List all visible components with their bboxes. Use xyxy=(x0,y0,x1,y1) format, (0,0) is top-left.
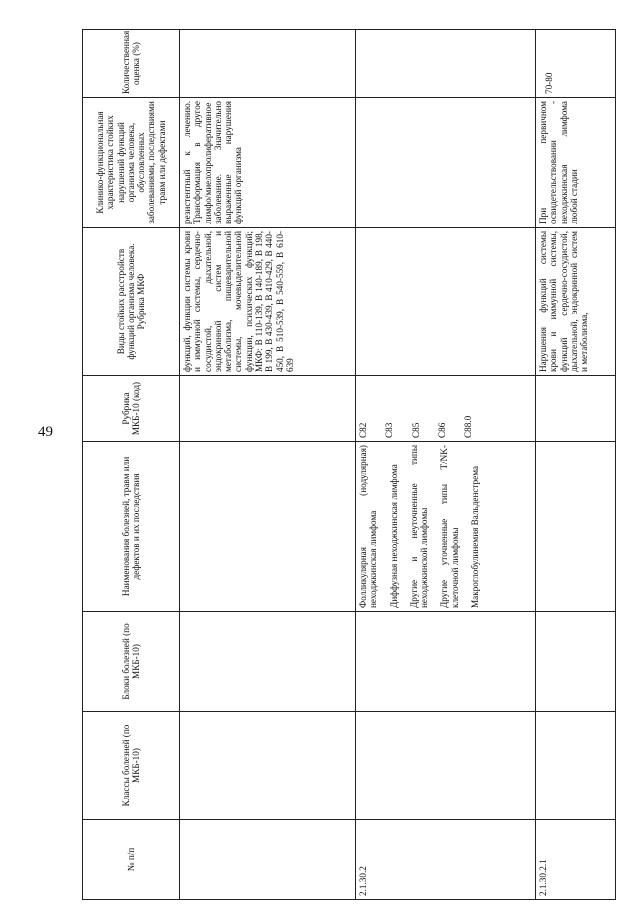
rotated-table-container xyxy=(82,30,615,900)
cell-types xyxy=(356,228,536,376)
cell-num: 2.1.30.2 xyxy=(356,820,536,900)
cell-code xyxy=(356,376,536,442)
cell-blocks xyxy=(536,612,616,712)
cell-num xyxy=(180,820,356,900)
header-blocks: Блоки болезней (по МКБ-10) xyxy=(83,612,180,712)
cell-name xyxy=(536,442,616,612)
table-row-continued xyxy=(180,30,356,900)
icd-code: С88.0 xyxy=(463,415,474,438)
disease-name: Другие и неуточненные типы неходжкинской лимфомы xyxy=(408,445,430,608)
header-row xyxy=(83,30,180,900)
cell-num: 2.1.30.2.1 xyxy=(536,820,616,900)
cell-types: функций, функции системы крови и иммунной системы, сердечно-сосудистой, дыхательной, эндокринной систем и метаболизма, пищеварительной системы, мочевыделительной функции, психических функций; МКФ: В 110-139, В 140-189, В 198, В 199, В 430-439, В 410-429, В 440-450, В 510-539, В 540-559, В 610-639 xyxy=(180,228,356,376)
header-name: Наименования болезней, травм или дефектов и их последствия xyxy=(83,442,180,612)
icd-code: С83 xyxy=(384,422,395,438)
icd-code: С85 xyxy=(410,422,421,438)
cell-clinical xyxy=(356,98,536,228)
page-number: 49 xyxy=(38,424,53,440)
header-types: Виды стойких расстройств функций организма человека. Рубрика МКФ xyxy=(83,228,180,376)
header-score: Количественная оценка (%) xyxy=(83,30,180,98)
icd-code: С82 xyxy=(358,422,368,438)
table-row-2-1-30-2-1 xyxy=(536,30,616,900)
header-num: № п/п xyxy=(83,820,180,900)
header-clinical: Клинико-функциональная характеристика стойких нарушений функций организма человека, обусловленных заболеваниями, последствиями травм или дефектами xyxy=(83,98,180,228)
cell-name xyxy=(356,442,536,612)
cell-clinical: При первичном освидетельствовании - неходжкинская лимфома любой стадии xyxy=(536,98,616,228)
disease-name: Диффузная неходжкинская лимфома xyxy=(388,464,399,608)
header-code: Рубрика МКБ-10 (код) xyxy=(83,376,180,442)
cell-name xyxy=(180,442,356,612)
cell-classes xyxy=(356,712,536,820)
table-row-2-1-30-2 xyxy=(356,30,536,900)
cell-score xyxy=(180,30,356,98)
disability-criteria-table xyxy=(82,29,616,900)
cell-classes xyxy=(180,712,356,820)
cell-blocks xyxy=(180,612,356,712)
disease-name: Фолликулярная (нодулярная) неходжкинская лимфома xyxy=(358,445,379,608)
cell-classes xyxy=(536,712,616,820)
icd-code: С86 xyxy=(436,422,447,438)
disease-name: Другие уточненные типы Т/NK-клеточной лимфомы xyxy=(439,445,460,608)
cell-score xyxy=(356,30,536,98)
disease-name: Макроглобулинемия Вальденстрема xyxy=(470,465,481,608)
cell-code xyxy=(536,376,616,442)
cell-code xyxy=(180,376,356,442)
cell-score: 70-80 xyxy=(536,30,616,98)
header-classes: Классы болезней (по МКБ-10) xyxy=(83,712,180,820)
cell-types: Нарушения функций системы крови и иммунной системы, функций сердечно-сосудистой, дыхательной, эндокринной систем и метаболизма, xyxy=(536,228,616,376)
cell-blocks xyxy=(356,612,536,712)
cell-clinical: резистентный к лечению. Трансформация в другое лимфо/миелопролиферативное заболевание. Значительно выраженные нарушения функций организма xyxy=(180,98,356,228)
